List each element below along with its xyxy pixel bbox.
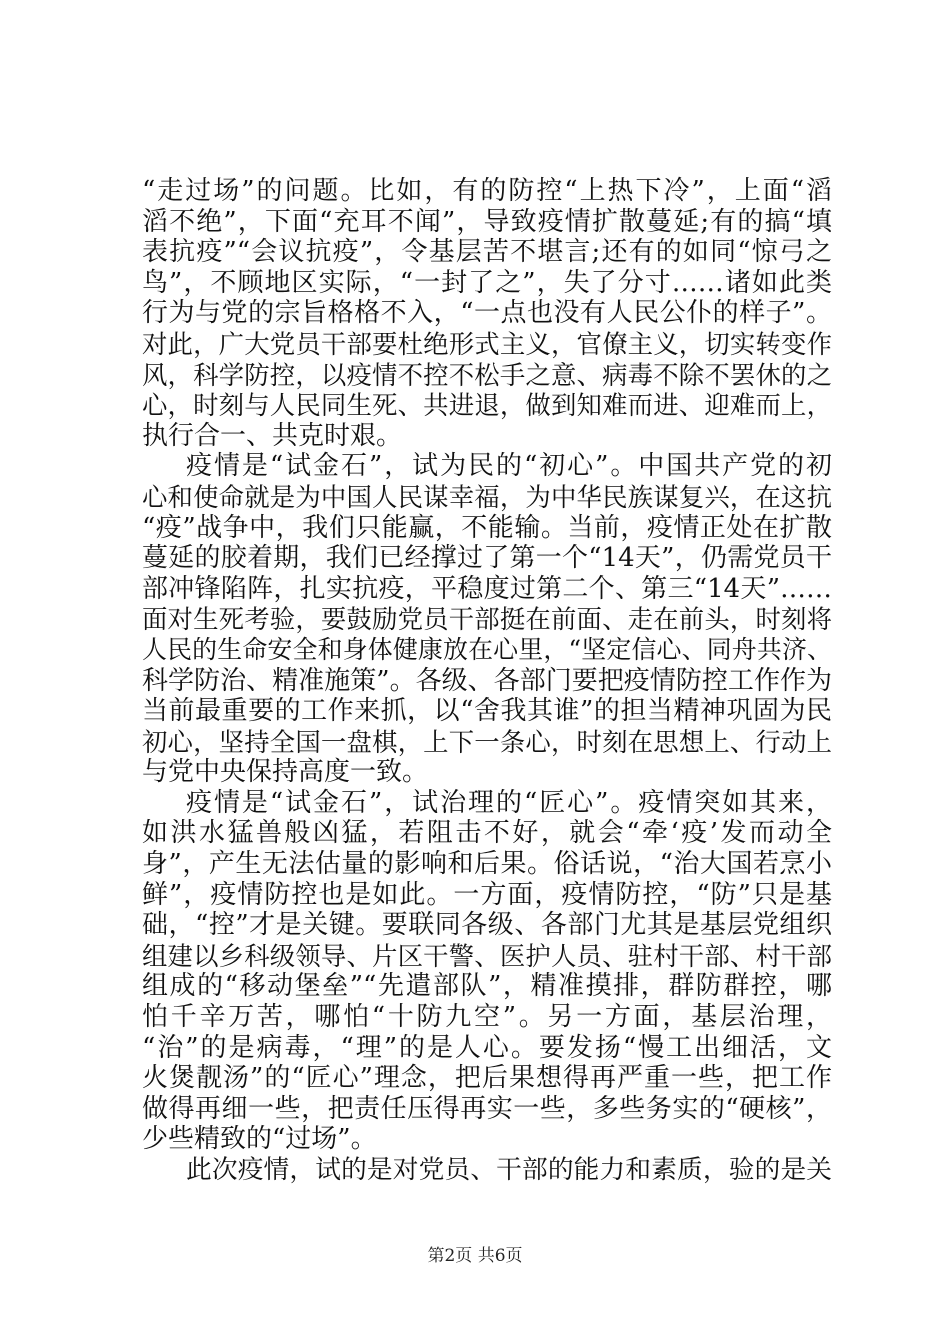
- text-line: 初心，坚持全国一盘棋，上下一条心，时刻在思想上、行动上: [142, 726, 832, 757]
- text-line: 蔓延的胶着期，我们已经撑过了第一个“14天”，仍需党员干: [142, 543, 832, 574]
- text-line: 怕千辛万苦，哪怕“十防九空”。另一方面，基层治理，: [142, 1002, 832, 1033]
- text-line: 组建以乡科级领导、片区干警、医护人员、驻村干部、村干部: [142, 940, 832, 971]
- text-line: 少些精致的“过场”。: [142, 1124, 377, 1155]
- text-line: 组成的“移动堡垒”“先遣部队”，精准摸排，群防群控，哪: [142, 971, 832, 1002]
- text-line: 人民的生命安全和身体健康放在心里，“坚定信心、同舟共济、: [142, 634, 832, 664]
- text-line: 滔不绝”，下面“充耳不闻”，导致疫情扩散蔓延;有的搞“填: [142, 206, 832, 237]
- text-line: 风，科学防控，以疫情不控不松手之意、病毒不除不罢休的之: [142, 359, 832, 390]
- paragraph-1: [142, 176, 832, 451]
- text-line: 础，“控”才是关键。要联同各级、各部门尤其是基层党组织: [142, 910, 832, 941]
- text-line: 当前最重要的工作来抓，以“舍我其谁”的担当精神巩固为民: [142, 696, 832, 727]
- text-line: “走过场”的问题。比如，有的防控“上热下冷”，上面“滔: [142, 176, 832, 206]
- document-body: [142, 176, 832, 1186]
- text-line: 面对生死考验，要鼓励党员干部挺在前面、走在前头，时刻将: [142, 604, 832, 635]
- text-line: 科学防治、精准施策”。各级、各部门要把疫情防控工作作为: [142, 665, 832, 696]
- text-line: 疫情是“试金石”，试治理的“匠心”。疫情突如其来，: [186, 787, 832, 818]
- text-line: 火煲靓汤”的“匠心”理念，把后果想得再严重一些，把工作: [142, 1063, 832, 1094]
- text-line: 部冲锋陷阵，扎实抗疫，平稳度过第二个、第三“14天”……: [142, 573, 832, 604]
- text-line: 对此，广大党员干部要杜绝形式主义，官僚主义，切实转变作: [142, 328, 832, 359]
- text-line: 执行合一、共克时艰。: [142, 420, 403, 451]
- text-line: 心和使命就是为中国人民谋幸福，为中华民族谋复兴，在这抗: [142, 481, 832, 512]
- text-line: 行为与党的宗旨格格不入，“一点也没有人民公仆的样子”。: [142, 298, 832, 329]
- text-line: 此次疫情，试的是对党员、干部的能力和素质，验的是关: [186, 1155, 832, 1185]
- paragraph-2: [142, 451, 832, 788]
- text-line: 身”，产生无法估量的影响和后果。俗话说，“治大国若烹小: [142, 849, 832, 880]
- text-line: 鸟”，不顾地区实际，“一封了之”，失了分寸……诸如此类: [142, 267, 832, 298]
- text-line: 做得再细一些，把责任压得再实一些，多些务实的“硬核”，: [142, 1093, 832, 1124]
- page-number-footer: 第2页 共6页: [427, 1246, 523, 1266]
- text-line: 鲜”，疫情防控也是如此。一方面，疫情防控，“防”只是基: [142, 879, 832, 910]
- text-line: 如洪水猛兽般凶猛，若阻击不好，就会“牵‘疫’发而动全: [142, 818, 832, 849]
- text-line: “治”的是病毒，“理”的是人心。要发扬“慢工出细活，文: [142, 1032, 832, 1063]
- text-line: 疫情是“试金石”，试为民的“初心”。中国共产党的初: [186, 451, 832, 482]
- text-line: “疫”战争中，我们只能赢，不能输。当前，疫情正处在扩散: [142, 512, 832, 543]
- paragraph-4: [142, 1155, 832, 1186]
- text-line: 与党中央保持高度一致。: [142, 757, 429, 788]
- text-line: 心，时刻与人民同生死、共进退，做到知难而进、迎难而上，: [142, 390, 832, 421]
- paragraph-3: [142, 788, 832, 1155]
- text-line: 表抗疫”“会议抗疫”，令基层苦不堪言;还有的如同“惊弓之: [142, 237, 832, 268]
